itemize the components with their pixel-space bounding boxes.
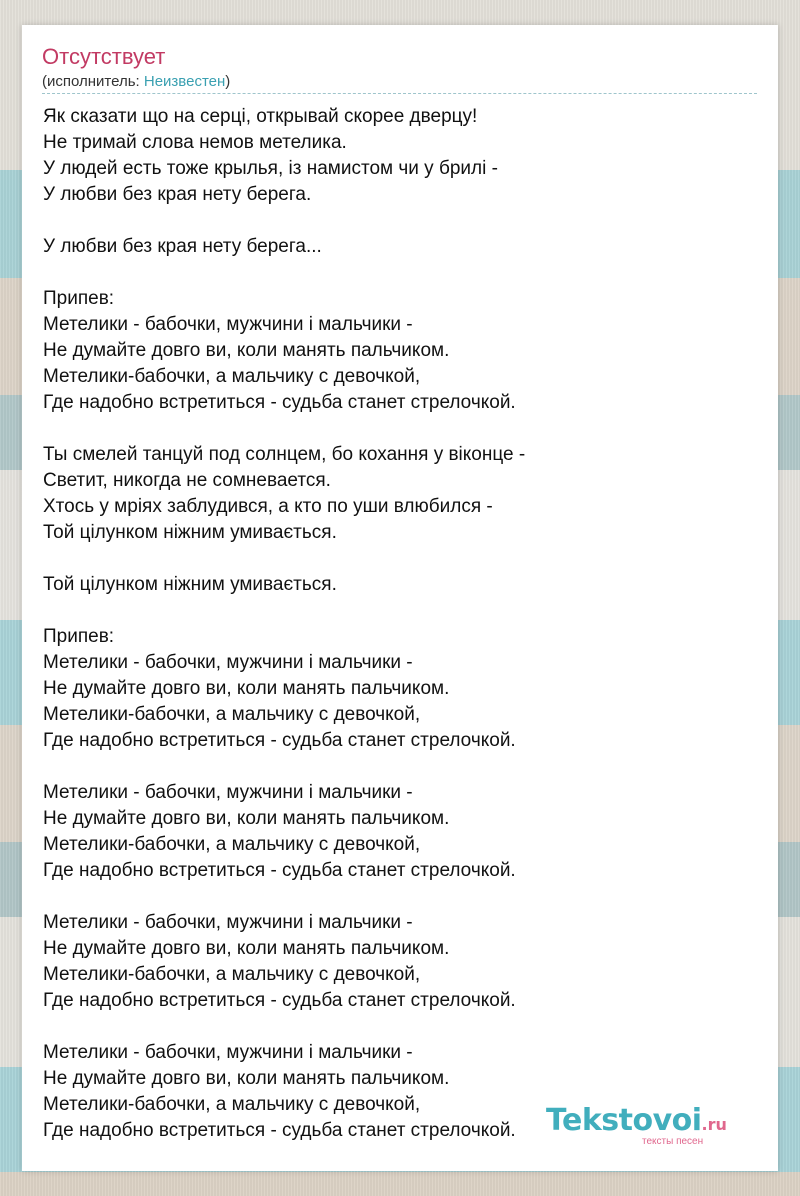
- lyrics-text: Як сказати що на серці, открывай скорее дверцу! Не тримай слова немов метелика. У людей есть тоже крылья, із намистом чи у брилі - У любви без края нету берега. У любви без края нету берега... Припев: Метелики - бабочки, мужчини і мальчики - Не думайте довго ви, коли манять пальчиком. Метелики-бабочки, а мальчику с девочкой, Где надобно встретиться - судьба станет стрелочкой. Ты смелей танцуй под солнцем, бо кохання у віконце - Светит, никогда не сомневается. Хтось у мріях заблудився, а кто по уши влюбился - Той цілунком ніжним умивається. Той цілунком ніжним умивається. Припев: Метелики - бабочки, мужчини і мальчики - Не думайте довго ви, коли манять пальчиком. Метелики-бабочки, а мальчику с девочкой, Где надобно встретиться - судьба станет стрелочкой. Метелики - бабочки, мужчини і мальчики - Не думайте довго ви, коли манять пальчиком. Метелики-бабочки, а мальчику с девочкой, Где надобно встретиться - судьба станет стрелочкой. Метелики - бабочки, мужчини і мальчики - Не думайте довго ви, коли манять пальчиком. Метелики-бабочки, а мальчику с девочкой, Где надобно встретиться - судьба станет стрелочкой. Метелики - бабочки, мужчини і мальчики - Не думайте довго ви, коли манять пальчиком. Метелики-бабочки, а мальчику с девочкой, Где надобно встретиться - судьба станет стрелочкой.: [43, 106, 526, 1141]
- logo-tagline: тексты песен: [642, 1136, 704, 1147]
- logo-domain-text: .ru: [701, 1115, 727, 1134]
- performer-link[interactable]: Неизвестен: [143, 73, 226, 90]
- song-title: Отсутствует: [42, 44, 166, 69]
- performer-prefix: (исполнитель:: [42, 73, 144, 90]
- title-divider: [42, 93, 757, 94]
- performer-line: [42, 73, 230, 91]
- lyrics-card: [22, 25, 778, 1171]
- performer-suffix: ): [225, 73, 231, 90]
- logo-main-text: Tekstovoi: [546, 1103, 702, 1138]
- site-logo[interactable]: [546, 1104, 756, 1146]
